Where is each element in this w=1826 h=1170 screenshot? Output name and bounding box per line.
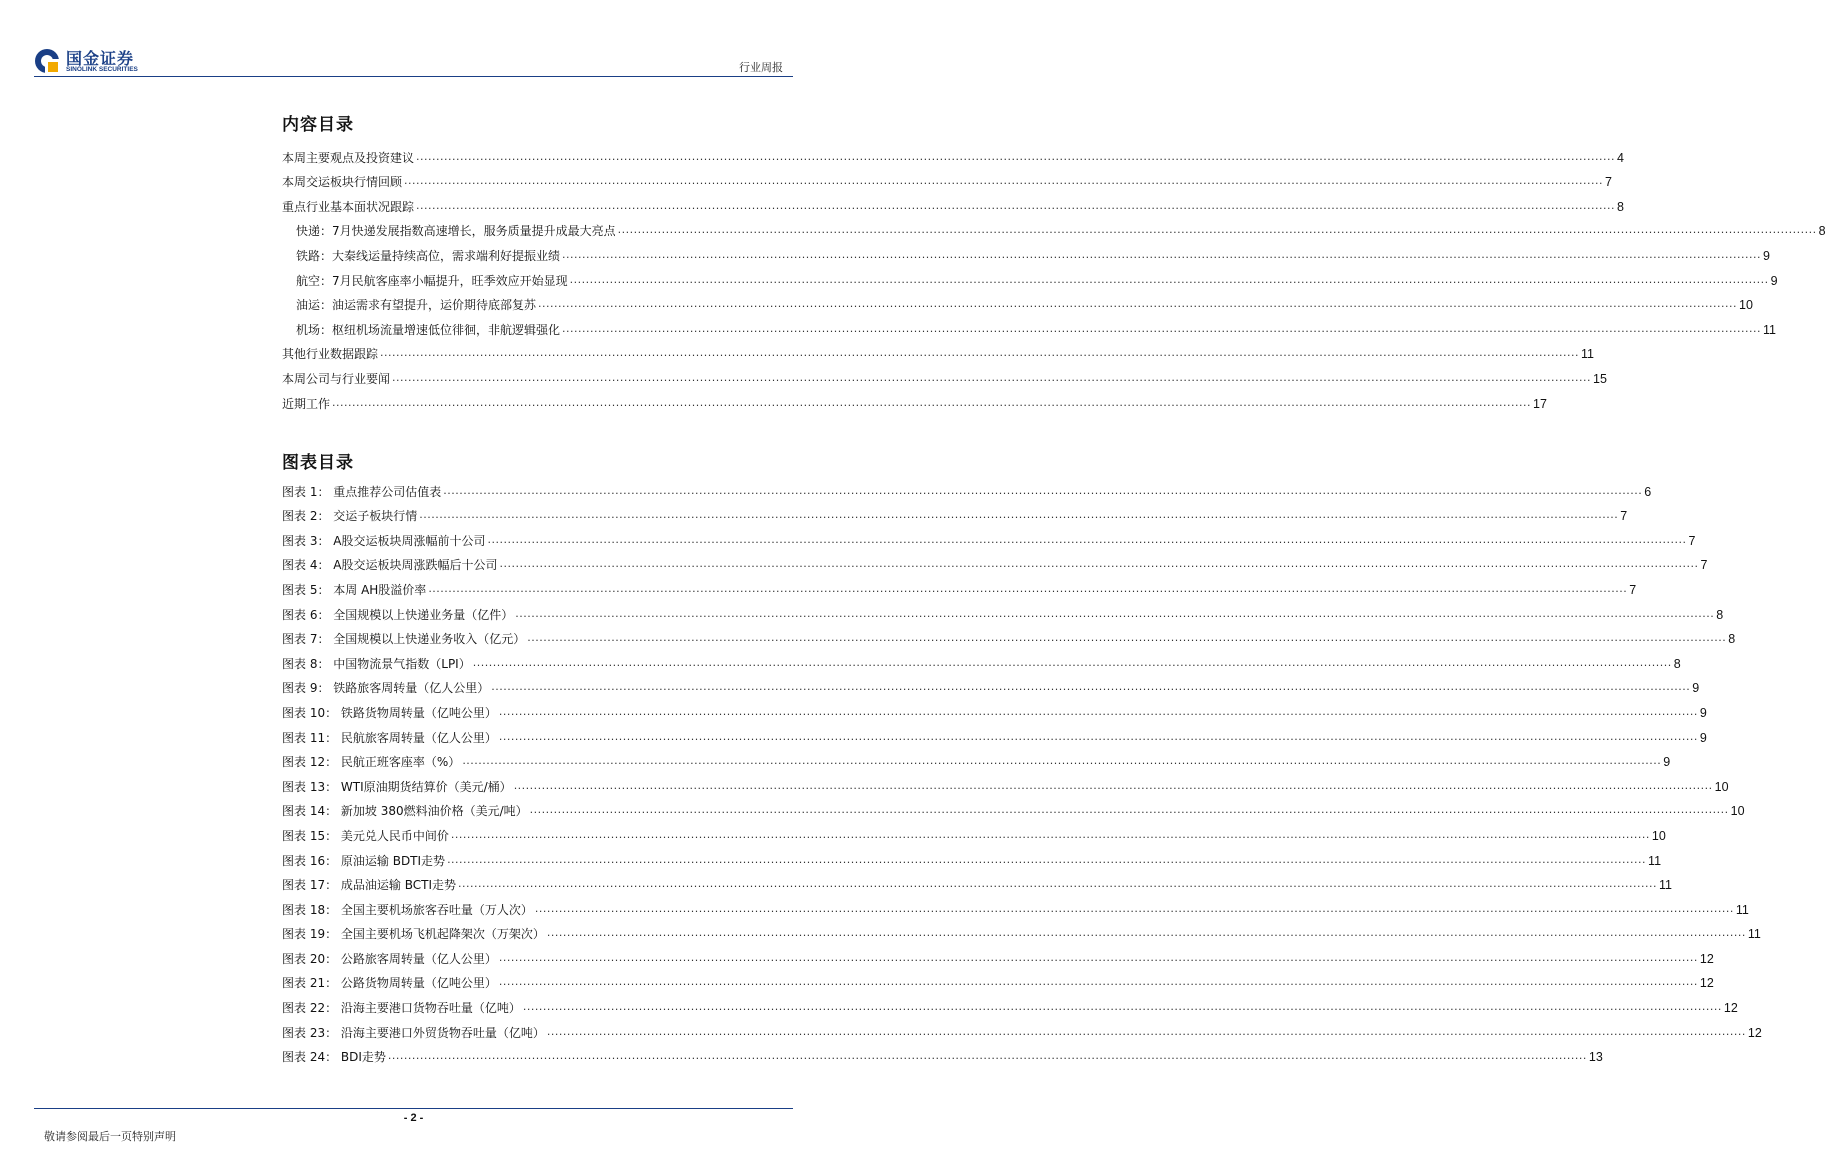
dot-leader: ............................................................................................................................................................................................................................................................................................................ <box>534 901 1734 915</box>
toc-entry-label: 油运：油运需求有望提升，运价期待底部复苏 <box>296 298 537 313</box>
contents-entry[interactable] <box>282 361 1607 386</box>
figure-entry[interactable] <box>282 671 1700 696</box>
contents-entry[interactable] <box>282 189 1624 214</box>
dot-leader: ............................................................................................................................................................................................................................................................................................................ <box>419 508 1619 522</box>
toc-entry-page: 11 <box>1747 927 1761 942</box>
dot-leader: ............................................................................................................................................................................................................................................................................................................ <box>392 370 1591 384</box>
dot-leader: ............................................................................................................................................................................................................................................................................................................ <box>447 852 1647 866</box>
contents-entry[interactable] <box>282 214 1826 239</box>
toc-entry-page: 12 <box>1699 951 1714 966</box>
contents-entry[interactable] <box>282 140 1624 165</box>
toc-entry-page: 10 <box>1739 298 1753 313</box>
dot-leader: ............................................................................................................................................................................................................................................................................................................ <box>457 877 1657 891</box>
figure-entry[interactable] <box>282 990 1738 1016</box>
toc-entry-label: 图表 24： BDI走势 <box>282 1050 386 1065</box>
toc-entry-page: 17 <box>1533 396 1547 411</box>
dot-leader: ............................................................................................................................................................................................................................................................................................................ <box>498 704 1698 718</box>
toc-entry-page: 7 <box>1605 175 1612 190</box>
toc-entry-label: 铁路：大秦线运量持续高位，需求端利好提振业绩 <box>296 248 561 263</box>
toc-entry-page: 10 <box>1651 828 1666 843</box>
toc-entry-label: 图表 1： 重点推荐公司估值表 <box>282 484 442 499</box>
figures-list <box>282 474 1762 1065</box>
dot-leader: ............................................................................................................................................................................................................................................................................................................ <box>462 754 1662 768</box>
toc-entry-page: 10 <box>1730 804 1745 819</box>
toc-entry-label: 图表 21： 公路货物周转量（亿吨公里） <box>282 976 497 991</box>
toc-entry-label: 近期工作 <box>282 396 331 411</box>
toc-entry-page: 8 <box>1728 632 1736 647</box>
dot-leader: ............................................................................................................................................................................................................................................................................................................ <box>515 606 1715 620</box>
logo-text-en: SINOLINK SECURITIES <box>66 66 138 73</box>
toc-entry-label: 本周主要观点及投资建议 <box>282 150 415 165</box>
figure-entry[interactable] <box>282 597 1724 622</box>
toc-entry-page: 9 <box>1699 705 1707 720</box>
dot-leader: ............................................................................................................................................................................................................................................................................................................ <box>513 778 1713 792</box>
toc-entry-page: 8 <box>1716 607 1724 622</box>
dot-leader: ............................................................................................................................................................................................................................................................................................................ <box>491 680 1691 694</box>
dot-leader: ............................................................................................................................................................................................................................................................................................................ <box>332 395 1531 409</box>
toc-entry-label: 图表 8： 中国物流景气指数（LPI） <box>282 656 471 671</box>
dot-leader: ............................................................................................................................................................................................................................................................................................................ <box>450 827 1650 841</box>
figure-entry[interactable] <box>282 622 1736 647</box>
toc-entry-page: 10 <box>1714 779 1729 794</box>
toc-entry-label: 图表 16： 原油运输 BDTI走势 <box>282 853 446 868</box>
figure-entry[interactable] <box>282 892 1749 917</box>
contents-entry[interactable] <box>282 165 1612 190</box>
contents-entry[interactable] <box>282 386 1547 411</box>
toc-entry-label: 图表 10： 铁路货物周转量（亿吨公里） <box>282 705 497 720</box>
toc-entry-page: 8 <box>1818 224 1826 239</box>
figure-entry[interactable] <box>282 1015 1762 1040</box>
header-divider <box>34 76 793 77</box>
disclaimer-note: 敬请参阅最后一页特别声明 <box>44 1130 176 1143</box>
dot-leader: ............................................................................................................................................................................................................................................................................................................ <box>443 483 1643 497</box>
footer-divider <box>34 1108 793 1109</box>
dot-leader: ............................................................................................................................................................................................................................................................................................................ <box>529 803 1729 817</box>
toc-entry-label: 图表 11： 民航旅客周转量（亿人公里） <box>282 730 497 745</box>
toc-entry-page: 11 <box>1648 853 1662 868</box>
toc-entry-label: 本周交运板块行情回顾 <box>282 175 403 190</box>
toc-entry-label: 图表 14： 新加坡 380燃料油价格（美元/吨） <box>282 804 528 819</box>
dot-leader: ............................................................................................................................................................................................................................................................................................................ <box>522 1000 1722 1014</box>
toc-entry-page: 7 <box>1700 558 1708 573</box>
figure-entry[interactable] <box>282 769 1729 794</box>
toc-entry-label: 本周公司与行业要闻 <box>282 371 391 386</box>
company-logo <box>34 46 164 78</box>
dot-leader: ............................................................................................................................................................................................................................................................................................................ <box>538 297 1737 311</box>
dot-leader: ............................................................................................................................................................................................................................................................................................................ <box>562 321 1761 335</box>
toc-entry-label: 图表 7： 全国规模以上快递业务收入（亿元） <box>282 632 526 647</box>
dot-leader: ............................................................................................................................................................................................................................................................................................................ <box>617 223 1817 237</box>
toc-entry-label: 航空：7月民航客座率小幅提升，旺季效应开始显现 <box>296 273 568 288</box>
toc-entry-label: 图表 6： 全国规模以上快递业务量（亿件） <box>282 607 514 622</box>
toc-entry-label: 图表 4： A股交运板块周涨跌幅后十公司 <box>282 558 498 573</box>
figure-entry[interactable] <box>282 1040 1603 1065</box>
figure-entry[interactable] <box>282 572 1637 597</box>
toc-entry-label: 图表 22： 沿海主要港口货物吞吐量（亿吨） <box>282 1001 521 1016</box>
toc-entry-label: 图表 12： 民航正班客座率（%） <box>282 755 461 770</box>
dot-leader: ............................................................................................................................................................................................................................................................................................................ <box>416 149 1615 163</box>
figure-entry[interactable] <box>282 917 1761 942</box>
toc-entry-page: 11 <box>1658 878 1672 893</box>
dot-leader: ............................................................................................................................................................................................................................................................................................................ <box>498 975 1698 989</box>
toc-entry-label: 图表 17： 成品油运输 BCTI走势 <box>282 878 456 893</box>
toc-entry-page: 12 <box>1699 976 1714 991</box>
dot-leader: ............................................................................................................................................................................................................................................................................................................ <box>499 557 1699 571</box>
figure-entry[interactable] <box>282 941 1714 966</box>
toc-entry-page: 6 <box>1644 484 1652 499</box>
sinolink-logo-icon <box>34 48 60 74</box>
figure-entry[interactable] <box>282 499 1628 524</box>
toc-entry-label: 图表 2： 交运子板块行情 <box>282 509 418 524</box>
dot-leader: ............................................................................................................................................................................................................................................................................................................ <box>569 272 1769 286</box>
toc-entry-label: 图表 13： WTI原油期货结算价（美元/桶） <box>282 779 512 794</box>
page-number: - 2 - <box>403 1112 424 1124</box>
toc-entry-label: 图表 15： 美元兑人民币中间价 <box>282 828 449 843</box>
toc-entry-label: 图表 3： A股交运板块周涨幅前十公司 <box>282 533 486 548</box>
toc-entry-label: 其他行业数据跟踪 <box>282 347 379 362</box>
toc-entry-label: 图表 23： 沿海主要港口外贸货物吞吐量（亿吨） <box>282 1025 545 1040</box>
toc-entry-label: 机场：枢纽机场流量增速低位徘徊，非航逻辑强化 <box>296 322 561 337</box>
dot-leader: ............................................................................................................................................................................................................................................................................................................ <box>428 581 1628 595</box>
toc-entry-page: 8 <box>1673 656 1681 671</box>
figure-entry[interactable] <box>282 843 1662 868</box>
dot-leader: ............................................................................................................................................................................................................................................................................................................ <box>387 1049 1587 1063</box>
toc-entry-label: 图表 18： 全国主要机场旅客吞吐量（万人次） <box>282 902 533 917</box>
contents-entry[interactable] <box>282 238 1770 263</box>
toc-entry-label: 图表 5： 本周 AH股溢价率 <box>282 582 427 597</box>
dot-leader: ............................................................................................................................................................................................................................................................................................................ <box>404 174 1603 188</box>
toc-entry-label: 图表 20： 公路旅客周转量（亿人公里） <box>282 951 497 966</box>
toc-entry-page: 12 <box>1747 1025 1762 1040</box>
toc-entry-page: 4 <box>1617 150 1624 165</box>
figure-entry[interactable] <box>282 548 1708 573</box>
dot-leader: ............................................................................................................................................................................................................................................................................................................ <box>527 631 1727 645</box>
toc-entry-page: 13 <box>1588 1050 1603 1065</box>
toc-entry-label: 图表 19： 全国主要机场飞机起降架次（万架次） <box>282 927 545 942</box>
toc-entry-page: 11 <box>1581 347 1594 362</box>
contents-list <box>282 140 1826 411</box>
toc-entry-page: 9 <box>1699 730 1707 745</box>
figures-title: 图表目录 <box>282 453 354 473</box>
toc-entry-page: 9 <box>1770 273 1778 288</box>
figure-entry[interactable] <box>282 818 1666 843</box>
figure-entry[interactable] <box>282 695 1707 720</box>
toc-entry-page: 9 <box>1663 755 1671 770</box>
dot-leader: ............................................................................................................................................................................................................................................................................................................ <box>487 532 1687 546</box>
dot-leader: ............................................................................................................................................................................................................................................................................................................ <box>498 950 1698 964</box>
toc-entry-page: 7 <box>1629 582 1637 597</box>
toc-entry-page: 12 <box>1723 1001 1738 1016</box>
contents-title: 内容目录 <box>282 115 354 135</box>
contents-entry[interactable] <box>282 312 1776 337</box>
dot-leader: ............................................................................................................................................................................................................................................................................................................ <box>562 247 1761 261</box>
toc-entry-page: 7 <box>1620 509 1628 524</box>
dot-leader: ............................................................................................................................................................................................................................................................................................................ <box>472 655 1672 669</box>
toc-entry-label: 重点行业基本面状况跟踪 <box>282 199 415 214</box>
figure-entry[interactable] <box>282 474 1652 499</box>
dot-leader: ............................................................................................................................................................................................................................................................................................................ <box>546 926 1746 940</box>
figure-entry[interactable] <box>282 523 1696 548</box>
dot-leader: ............................................................................................................................................................................................................................................................................................................ <box>380 346 1579 360</box>
toc-entry-page: 11 <box>1763 322 1776 337</box>
toc-entry-page: 9 <box>1692 681 1700 696</box>
document-type: 行业周报 <box>739 61 783 74</box>
toc-entry-label: 图表 9： 铁路旅客周转量（亿人公里） <box>282 681 490 696</box>
toc-entry-page: 8 <box>1617 199 1624 214</box>
contents-entry[interactable] <box>282 337 1594 362</box>
toc-entry-page: 7 <box>1688 533 1696 548</box>
toc-entry-page: 11 <box>1735 902 1749 917</box>
figure-entry[interactable] <box>282 720 1707 745</box>
toc-entry-page: 15 <box>1593 371 1607 386</box>
toc-entry-page: 9 <box>1763 248 1770 263</box>
logo-text-cn: 国金证券 <box>66 49 135 68</box>
figure-entry[interactable] <box>282 868 1672 893</box>
figure-entry[interactable] <box>282 966 1714 991</box>
figure-entry[interactable] <box>282 745 1671 770</box>
dot-leader: ............................................................................................................................................................................................................................................................................................................ <box>546 1024 1746 1038</box>
figure-entry[interactable] <box>282 794 1745 819</box>
dot-leader: ............................................................................................................................................................................................................................................................................................................ <box>498 729 1698 743</box>
contents-entry[interactable] <box>282 288 1753 313</box>
figure-entry[interactable] <box>282 646 1681 671</box>
contents-entry[interactable] <box>282 263 1778 288</box>
dot-leader: ............................................................................................................................................................................................................................................................................................................ <box>416 198 1615 212</box>
toc-entry-label: 快递：7月快递发展指数高速增长，服务质量提升成最大亮点 <box>296 224 616 239</box>
